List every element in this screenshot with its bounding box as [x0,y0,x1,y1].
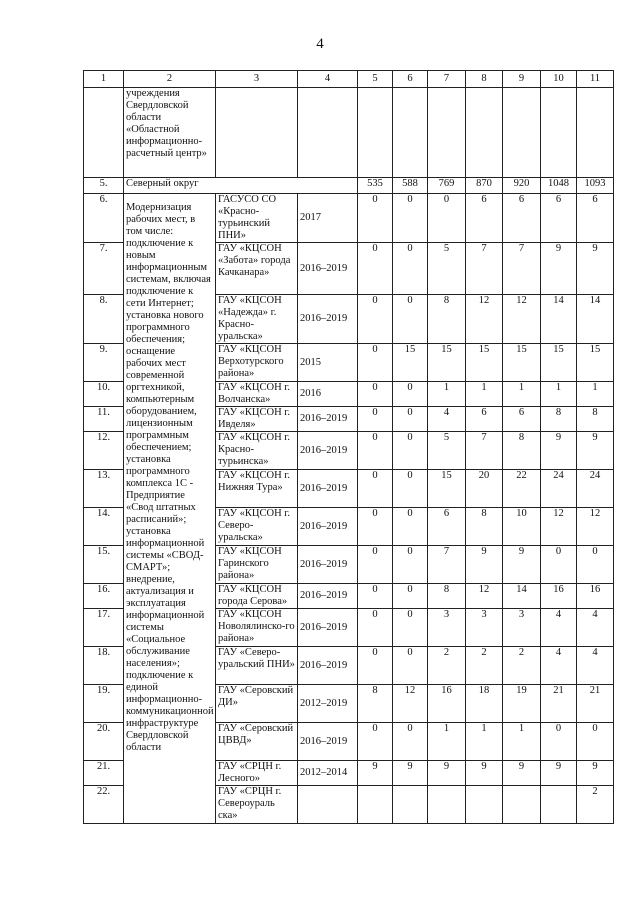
value-cell: 22 [503,470,541,508]
column-header: 7 [428,71,466,88]
column-header: 5 [358,71,393,88]
value-cell: 9 [466,761,503,786]
value-cell: 1 [503,382,541,407]
value-cell: 7 [466,243,503,295]
value-cell: 4 [541,609,577,647]
row-number: 15. [84,546,124,584]
value-cell: 9 [503,546,541,584]
value-cell: 0 [358,295,393,344]
value-cell: 15 [541,344,577,382]
value-cell: 1 [577,382,614,407]
value-cell: 12 [393,685,428,723]
row-number: 14. [84,508,124,546]
period-cell: 2016–2019 [298,546,358,584]
value-cell: 6 [503,407,541,432]
organization-name: ГАУ «КЦСОН Гаринского района» [216,546,298,584]
row-number: 8. [84,295,124,344]
row-number: 20. [84,723,124,761]
value-cell: 535 [358,178,393,194]
row-number: 19. [84,685,124,723]
period-cell: 2016–2019 [298,723,358,761]
value-cell: 21 [577,685,614,723]
row-number: 11. [84,407,124,432]
value-cell: 14 [503,584,541,609]
value-cell: 7 [428,546,466,584]
value-cell: 0 [358,609,393,647]
organization-name: ГАУ «Серовский ДИ» [216,685,298,723]
column-header: 4 [298,71,358,88]
value-cell [541,786,577,824]
value-cell [503,786,541,824]
period-cell: 2015 [298,344,358,382]
value-cell [358,786,393,824]
value-cell: 16 [428,685,466,723]
value-cell [466,786,503,824]
organization-name: ГАУ «КЦСОН г. Красно-турьинска» [216,432,298,470]
value-cell: 15 [428,470,466,508]
value-cell: 769 [428,178,466,194]
row-number: 13. [84,470,124,508]
value-cell: 9 [503,761,541,786]
value-cell: 1 [503,723,541,761]
value-cell: 2 [466,647,503,685]
value-cell: 16 [577,584,614,609]
organization-name: ГАУ «СРЦН г. Североураль ска» [216,786,298,824]
value-cell: 4 [577,609,614,647]
region-row [84,178,614,194]
period-cell: 2016–2019 [298,407,358,432]
continuation-name: учреждения Свердловской области «Областной информационно-расчетный центр» [124,88,216,178]
value-cell: 0 [358,647,393,685]
organization-name: ГАУ «КЦСОН Новолялинско-го района» [216,609,298,647]
value-cell: 1 [466,723,503,761]
value-cell: 0 [541,723,577,761]
organization-name: ГАУ «КЦСОН г. Нижняя Тура» [216,470,298,508]
organization-name: ГАУ «КЦСОН г. Ивделя» [216,407,298,432]
value-cell: 0 [393,508,428,546]
value-cell: 0 [358,382,393,407]
value-cell: 920 [503,178,541,194]
value-cell: 1 [428,382,466,407]
value-cell: 6 [541,194,577,243]
column-header: 3 [216,71,298,88]
value-cell: 0 [358,470,393,508]
value-cell: 9 [541,243,577,295]
value-cell: 0 [393,295,428,344]
row-number: 17. [84,609,124,647]
organization-name: ГАУ «КЦСОН «Забота» города Качканара» [216,243,298,295]
value-cell: 0 [358,432,393,470]
value-cell: 8 [466,508,503,546]
value-cell: 2 [503,647,541,685]
period-cell: 2016–2019 [298,295,358,344]
value-cell: 0 [393,470,428,508]
organization-name: ГАУ «КЦСОН города Серова» [216,584,298,609]
table-row [84,194,614,243]
value-cell: 0 [393,546,428,584]
value-cell: 16 [541,584,577,609]
value-cell: 4 [541,647,577,685]
period-cell: 2016–2019 [298,508,358,546]
value-cell: 0 [428,194,466,243]
value-cell: 24 [577,470,614,508]
value-cell: 15 [393,344,428,382]
value-cell: 870 [466,178,503,194]
value-cell: 588 [393,178,428,194]
value-cell: 8 [428,584,466,609]
organization-name: ГАСУСО СО «Красно-турьинский ПНИ» [216,194,298,243]
row-number: 21. [84,761,124,786]
value-cell: 9 [541,432,577,470]
row-number: 10. [84,382,124,407]
value-cell: 1093 [577,178,614,194]
value-cell: 0 [358,194,393,243]
value-cell: 15 [428,344,466,382]
organization-name: ГАУ «КЦСОН г. Северо-уральска» [216,508,298,546]
region-name: Северный округ [124,178,358,194]
value-cell: 9 [358,761,393,786]
page-number: 4 [316,36,324,52]
value-cell: 0 [393,382,428,407]
value-cell: 0 [358,407,393,432]
value-cell: 6 [466,194,503,243]
value-cell: 0 [358,243,393,295]
value-cell: 0 [358,584,393,609]
column-header: 10 [541,71,577,88]
column-header-row [84,71,614,88]
value-cell: 1 [541,382,577,407]
value-cell: 5 [428,243,466,295]
value-cell: 18 [466,685,503,723]
value-cell: 0 [393,584,428,609]
value-cell: 9 [466,546,503,584]
value-cell: 12 [466,295,503,344]
column-header: 2 [124,71,216,88]
organization-name: ГАУ «КЦСОН «Надежда» г. Красно-уральска» [216,295,298,344]
value-cell: 7 [466,432,503,470]
value-cell: 9 [541,761,577,786]
value-cell: 12 [466,584,503,609]
organization-name: ГАУ «Серовский ЦВВД» [216,723,298,761]
value-cell: 8 [428,295,466,344]
value-cell: 12 [541,508,577,546]
measure-description: Модернизация рабочих мест, в том числе: подключение к новым информационным системам, включая подключение к сети Интернет; установка нового программного обеспечения; оснащение рабочих мест современной оргтехникой, компьютерным оборудованием, лицензионным программным обеспечением; установка программного комплекса 1С - Предприятие «Свод штатных расписаний»; установка информационной системы «СВОД-СМАРТ»; внедрение, актуализация и эксплуатация информационной системы «Социальное обслуживание населения»; подключение к единой информационно-коммуникационной инфраструктуре Свердловской области [124,194,216,824]
value-cell [393,786,428,824]
value-cell: 5 [428,432,466,470]
period-cell: 2016–2019 [298,584,358,609]
period-cell [298,786,358,824]
row-number: 16. [84,584,124,609]
value-cell: 1 [466,382,503,407]
value-cell: 0 [393,243,428,295]
value-cell: 6 [503,194,541,243]
period-cell: 2016–2019 [298,432,358,470]
organization-name: ГАУ «СРЦН г. Лесного» [216,761,298,786]
value-cell: 15 [503,344,541,382]
value-cell: 9 [577,432,614,470]
row-number: 18. [84,647,124,685]
value-cell: 7 [503,243,541,295]
value-cell: 0 [577,723,614,761]
period-cell: 2016–2019 [298,470,358,508]
value-cell: 9 [428,761,466,786]
value-cell: 0 [577,546,614,584]
continuation-row [84,88,614,178]
value-cell: 3 [503,609,541,647]
value-cell: 2 [577,786,614,824]
period-cell: 2017 [298,194,358,243]
value-cell: 15 [466,344,503,382]
organization-name: ГАУ «КЦСОН Верхотурского района» [216,344,298,382]
value-cell: 3 [466,609,503,647]
column-header: 1 [84,71,124,88]
period-cell: 2016–2019 [298,647,358,685]
column-header: 6 [393,71,428,88]
value-cell: 9 [393,761,428,786]
value-cell: 6 [428,508,466,546]
value-cell: 14 [541,295,577,344]
value-cell: 8 [358,685,393,723]
value-cell: 4 [577,647,614,685]
row-number: 12. [84,432,124,470]
value-cell: 0 [541,546,577,584]
value-cell: 0 [358,344,393,382]
organization-name: ГАУ «Северо-уральский ПНИ» [216,647,298,685]
value-cell: 0 [393,194,428,243]
value-cell: 6 [466,407,503,432]
value-cell: 12 [577,508,614,546]
period-cell: 2016–2019 [298,243,358,295]
value-cell: 6 [577,194,614,243]
row-number: 6. [84,194,124,243]
period-cell: 2012–2014 [298,761,358,786]
column-header: 9 [503,71,541,88]
column-header: 11 [577,71,614,88]
value-cell: 24 [541,470,577,508]
column-header: 8 [466,71,503,88]
value-cell: 10 [503,508,541,546]
row-number: 5. [84,178,124,194]
value-cell: 9 [577,243,614,295]
value-cell: 14 [577,295,614,344]
organization-name: ГАУ «КЦСОН г. Волчанска» [216,382,298,407]
row-number: 9. [84,344,124,382]
value-cell: 0 [358,508,393,546]
value-cell: 19 [503,685,541,723]
period-cell: 2016 [298,382,358,407]
data-table [83,70,614,824]
value-cell: 21 [541,685,577,723]
value-cell: 20 [466,470,503,508]
value-cell: 3 [428,609,466,647]
value-cell: 4 [428,407,466,432]
value-cell: 1048 [541,178,577,194]
value-cell: 0 [393,647,428,685]
value-cell: 8 [503,432,541,470]
value-cell: 15 [577,344,614,382]
value-cell: 8 [577,407,614,432]
value-cell: 12 [503,295,541,344]
value-cell [428,786,466,824]
value-cell: 1 [428,723,466,761]
value-cell: 0 [393,432,428,470]
value-cell: 0 [393,723,428,761]
value-cell: 9 [577,761,614,786]
value-cell: 2 [428,647,466,685]
value-cell: 0 [393,609,428,647]
row-number: 22. [84,786,124,824]
period-cell: 2016–2019 [298,609,358,647]
row-number: 7. [84,243,124,295]
value-cell: 8 [541,407,577,432]
value-cell: 0 [393,407,428,432]
value-cell: 0 [358,546,393,584]
period-cell: 2012–2019 [298,685,358,723]
value-cell: 0 [358,723,393,761]
